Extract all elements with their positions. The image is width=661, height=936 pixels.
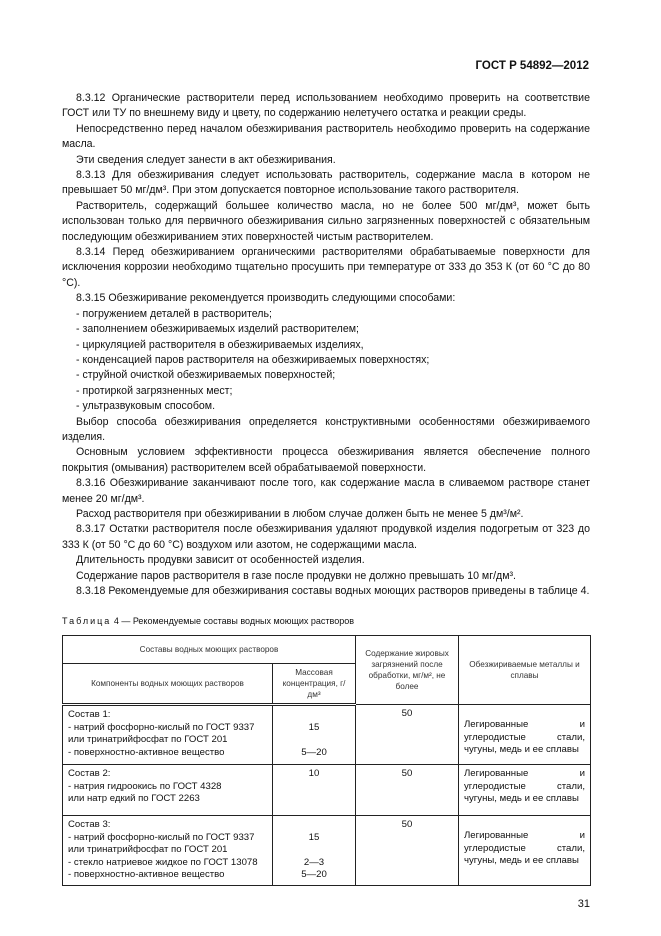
list-item: - струйной очисткой обезжириваемых поверхностей; [76,369,336,382]
component-line: - поверхностно-активное вещество [68,869,225,881]
paragraph: 8.3.14 Перед обезжириванием органическими растворителями обрабатываемые поверхности для исключения коррозии необходимо тщательно просушить при температуре от 333 до 353 К (от 60 °С до 80 °С). [62,246,590,289]
composition-title: Состав 2: [68,768,111,780]
document-header: ГОСТ Р 54892—2012 [475,60,589,72]
metals-cell: Легированные и углеродистые стали, чугуны, медь и ее сплавы [459,705,591,765]
components-cell [63,765,273,816]
metals-cell: Легированные и углеродистые стали, чугуны, медь и ее сплавы [459,765,591,816]
concentration-cell [273,705,356,765]
paragraph: Длительность продувки зависит от особенностей изделия. [76,554,365,567]
paragraph: 8.3.15 Обезжиривание рекомендуется производить следующими способами: [76,292,456,305]
composition-title: Состав 3: [68,819,111,831]
paragraph: Основным условием эффективности процесса обезжиривания является обеспечение полного покрытия (омывания) растворителем всей обрабатываемой поверхности. [62,446,590,474]
header-components: Компоненты водных моющих растворов [63,664,273,705]
metals-cell: Легированные и углеродистые стали, чугуны, медь и ее сплавы [459,816,591,886]
component-line: или натр едкий по ГОСТ 2263 [68,793,200,805]
component-line: или тринатрийфосфат по ГОСТ 201 [68,734,228,746]
list-item: - протиркой загрязненных мест; [76,384,233,397]
table-row [63,705,591,765]
list-item: - заполнением обезжириваемых изделий растворителем; [76,323,359,336]
components-cell [63,816,273,886]
paragraph: 8.3.17 Остатки растворителя после обезжиривания удаляют продувкой изделия подогретым от 323 до 333 К (от 50 °С до 60 °С) воздухом или азотом, не содержащими масла. [62,523,590,551]
table-4 [62,635,591,886]
caption-label: Таблица [62,616,112,627]
paragraph: 8.3.12 Органические растворители перед использованием необходимо проверить на соответствие ГОСТ или ТУ по внешнему виду и цвету, по содержанию нелетучего остатка и реакции среды. [62,92,590,120]
concentration-value: 15 [308,831,320,843]
fat-content-cell: 50 [356,816,459,886]
concentration-cell [273,816,356,886]
component-line: - натрия гидроокись по ГОСТ 4328 [68,780,222,792]
header-fat-content: Содержание жировых загрязнений после обработки, мг/м², не более [356,636,459,705]
list-item: - конденсацией паров растворителя на обезжириваемых поверхностях; [76,353,430,366]
composition-title: Состав 1: [68,709,111,721]
paragraph: 8.3.16 Обезжиривание заканчивают после того, как содержание масла в сливаемом растворе станет менее 20 мг/дм³. [62,477,590,505]
list-item: - погружением деталей в растворитель; [76,307,272,320]
concentration-value: 10 [308,768,320,780]
table-row [63,765,591,816]
caption-text: 4 — Рекомендуемые составы водных моющих растворов [113,616,355,627]
component-line: - стекло натриевое жидкое по ГОСТ 13078 [68,856,258,868]
page-content [62,0,590,930]
components-cell [63,705,273,765]
paragraph: Содержание паров растворителя в газе после продувки не должно превышать 10 мг/дм³. [76,569,516,582]
component-line: - натрий фосфорно-кислый по ГОСТ 9337 [68,831,255,843]
page-number: 31 [577,897,590,910]
paragraph: Растворитель, содержащий большее количество масла, но не более 500 мг/дм³, может быть использован только для первичного обезжиривания сильно загрязненных поверхностей с обязательным последующим обезжириванием этих поверхностей чистым растворителем. [62,199,590,243]
paragraph: 8.3.18 Рекомендуемые для обезжиривания составы водных моющих растворов приведены в таблице 4. [76,585,590,597]
concentration-value: 2—3 [303,856,325,868]
paragraph: Непосредственно перед началом обезжиривания растворитель необходимо проверить на содержание масла. [62,122,590,151]
table-row [63,816,591,886]
paragraph: Выбор способа обезжиривания определяется конструктивными особенностями обезжириваемого изделия. [62,415,590,443]
paragraphs-continued [62,415,590,600]
concentration-cell [273,765,356,816]
paragraph: Эти сведения следует занести в акт обезжиривания. [76,153,336,166]
concentration-value [278,844,350,857]
paragraphs [62,91,590,307]
header-concentration: Массовая концентрация, г/дм³ [273,664,356,705]
concentration-value [278,734,350,747]
table-caption [62,615,590,627]
list-item: - ультразвуковым способом. [76,400,216,413]
list-item: - циркуляцией растворителя в обезжириваемых изделиях, [76,338,364,351]
methods-list [62,307,590,415]
concentration-value: 15 [308,721,320,733]
header-group: Составы водных моющих растворов [63,636,356,664]
component-line: или тринатрийфосфат по ГОСТ 201 [68,844,228,856]
fat-content-cell: 50 [356,705,459,765]
concentration-value [278,709,350,722]
concentration-value: 5—20 [301,746,327,758]
header-metals: Обезжириваемые металлы и сплавы [459,636,591,705]
paragraph: Расход растворителя при обезжиривании в любом случае должен быть не менее 5 дм³/м². [76,507,524,520]
paragraph: 8.3.13 Для обезжиривания следует использовать растворитель, содержание масла в котором не превышает 50 мг/дм³. При этом допускается повторное использование такого растворителя. [62,169,590,197]
fat-content-cell: 50 [356,765,459,816]
component-line: - натрий фосфорно-кислый по ГОСТ 9337 [68,721,255,733]
component-line: - поверхностно-активное вещество [68,746,225,758]
concentration-value [278,819,350,832]
document-body [62,91,590,599]
concentration-value: 5—20 [301,869,327,881]
